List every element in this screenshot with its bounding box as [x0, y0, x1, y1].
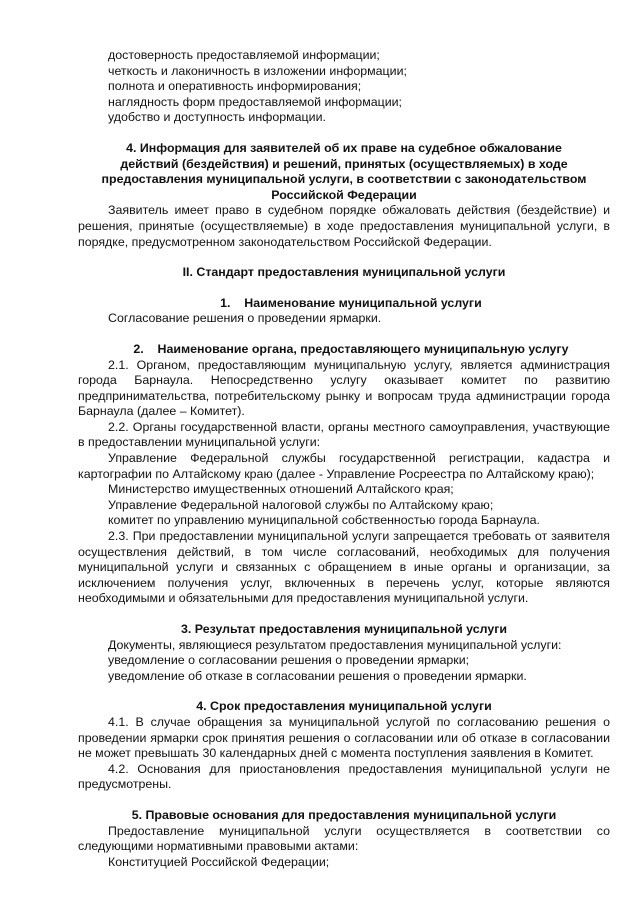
s5-heading: 5. Правовые основания для предоставления муниципальной услуги [131, 807, 557, 822]
document-body [78, 48, 610, 870]
s2-paragraph: Министерство имущественных отношений Алтайского края; [108, 482, 454, 497]
s1-title: Наименование муниципальной услуги [244, 295, 482, 310]
s2-paragraph: комитет по управлению муниципальной собственностью города Барнаула. [108, 513, 540, 528]
section4-body: Заявитель имеет право в судебном порядке обжаловать действия (бездействие) и решения, принятые (осуществляемые) в ходе предоставления муниципальной услуги, в порядке, предусмотренном законодательством Российской Федерации. [78, 203, 610, 249]
s5-paragraph: Конституцией Российской Федерации; [108, 854, 330, 869]
s2-paragraph: 2.3. При предоставлении муниципальной услуги запрещается требовать от заявителя осуществления действий, в том числе согласований, необходимых для получения муниципальной услуги и связанных с обращением в иные органы и организации, за исключением получения услуг, включенных в перечень услуг, которые являются необходимыми и обязательными для предоставления муниципальной услуги. [78, 529, 610, 606]
s1-number: 1. [220, 295, 231, 310]
s4-paragraph: 4.2. Основания для приостановления предоставления муниципальной услуги не предусмотрены. [78, 761, 610, 792]
s4-paragraph: 4.1. В случае обращения за муниципальной услугой по согласованию решения о проведении ярмарки срок принятия решения о согласовании или об отказе в согласовании не может превышать 30 календарных дней с момента поступления заявления в Комитет. [78, 714, 610, 761]
s2-number: 2. [133, 341, 144, 356]
s2-paragraph: 2.2. Органы государственной власти, органы местного самоуправления, участвующие в предоставлении муниципальной услуги: [78, 419, 610, 450]
s3-heading: 3. Результат предоставления муниципальной услуги [180, 622, 507, 636]
s2-title: Наименование органа, предоставляющего муниципальную услугу [157, 341, 569, 356]
list-item: достоверность предоставляемой информации; [108, 48, 380, 62]
s3-paragraph: Документы, являющиеся результатом предоставления муниципальной услуги: [108, 637, 562, 652]
s3-paragraph: уведомление о согласовании решения о проведении ярмарки; [108, 653, 470, 668]
section4-heading: 4. Информация для заявителей об их праве на судебное обжалование действий (бездействия) и решений, принятых (осуществляемых) в ходе предоставления муниципальной услуги, в соответствии с законодательством Российской Федерации [101, 140, 587, 202]
s2-paragraph: 2.1. Органом, предоставляющим муниципальную услугу, является администрация города Барнаула. Непосредственно услугу оказывает комитет по развитию предпринимательства, потребительскому рынку и вопросам труда администрации города Барнаула (далее – Комитет). [78, 357, 610, 419]
list-item: удобство и доступность информации. [108, 110, 326, 125]
list-item: четкость и лаконичность в изложении информации; [108, 63, 407, 78]
s2-heading [78, 342, 610, 358]
s2-paragraph: Управление Федеральной налоговой службы по Алтайскому краю; [108, 497, 494, 512]
s2-paragraph: Управление Федеральной службы государственной регистрации, кадастра и картографии по Алтайскому краю (далее - Управление Росреестра по Алтайскому краю); [78, 451, 610, 481]
s3-paragraph: уведомление об отказе в согласовании решения о проведении ярмарки. [108, 668, 527, 683]
list-item: полнота и оперативность информирования; [108, 79, 362, 94]
s5-paragraph: Предоставление муниципальной услуги осуществляется в соответствии со следующими нормативными правовыми актами: [78, 823, 610, 854]
part2-heading: II. Стандарт предоставления муниципальной услуги [182, 265, 506, 280]
s4-heading: 4. Срок предоставления муниципальной услуги [196, 699, 492, 714]
list-item: наглядность форм предоставляемой информации; [108, 94, 402, 109]
s1-heading [78, 296, 610, 312]
s1-body: Согласование решения о проведении ярмарки. [108, 311, 382, 326]
